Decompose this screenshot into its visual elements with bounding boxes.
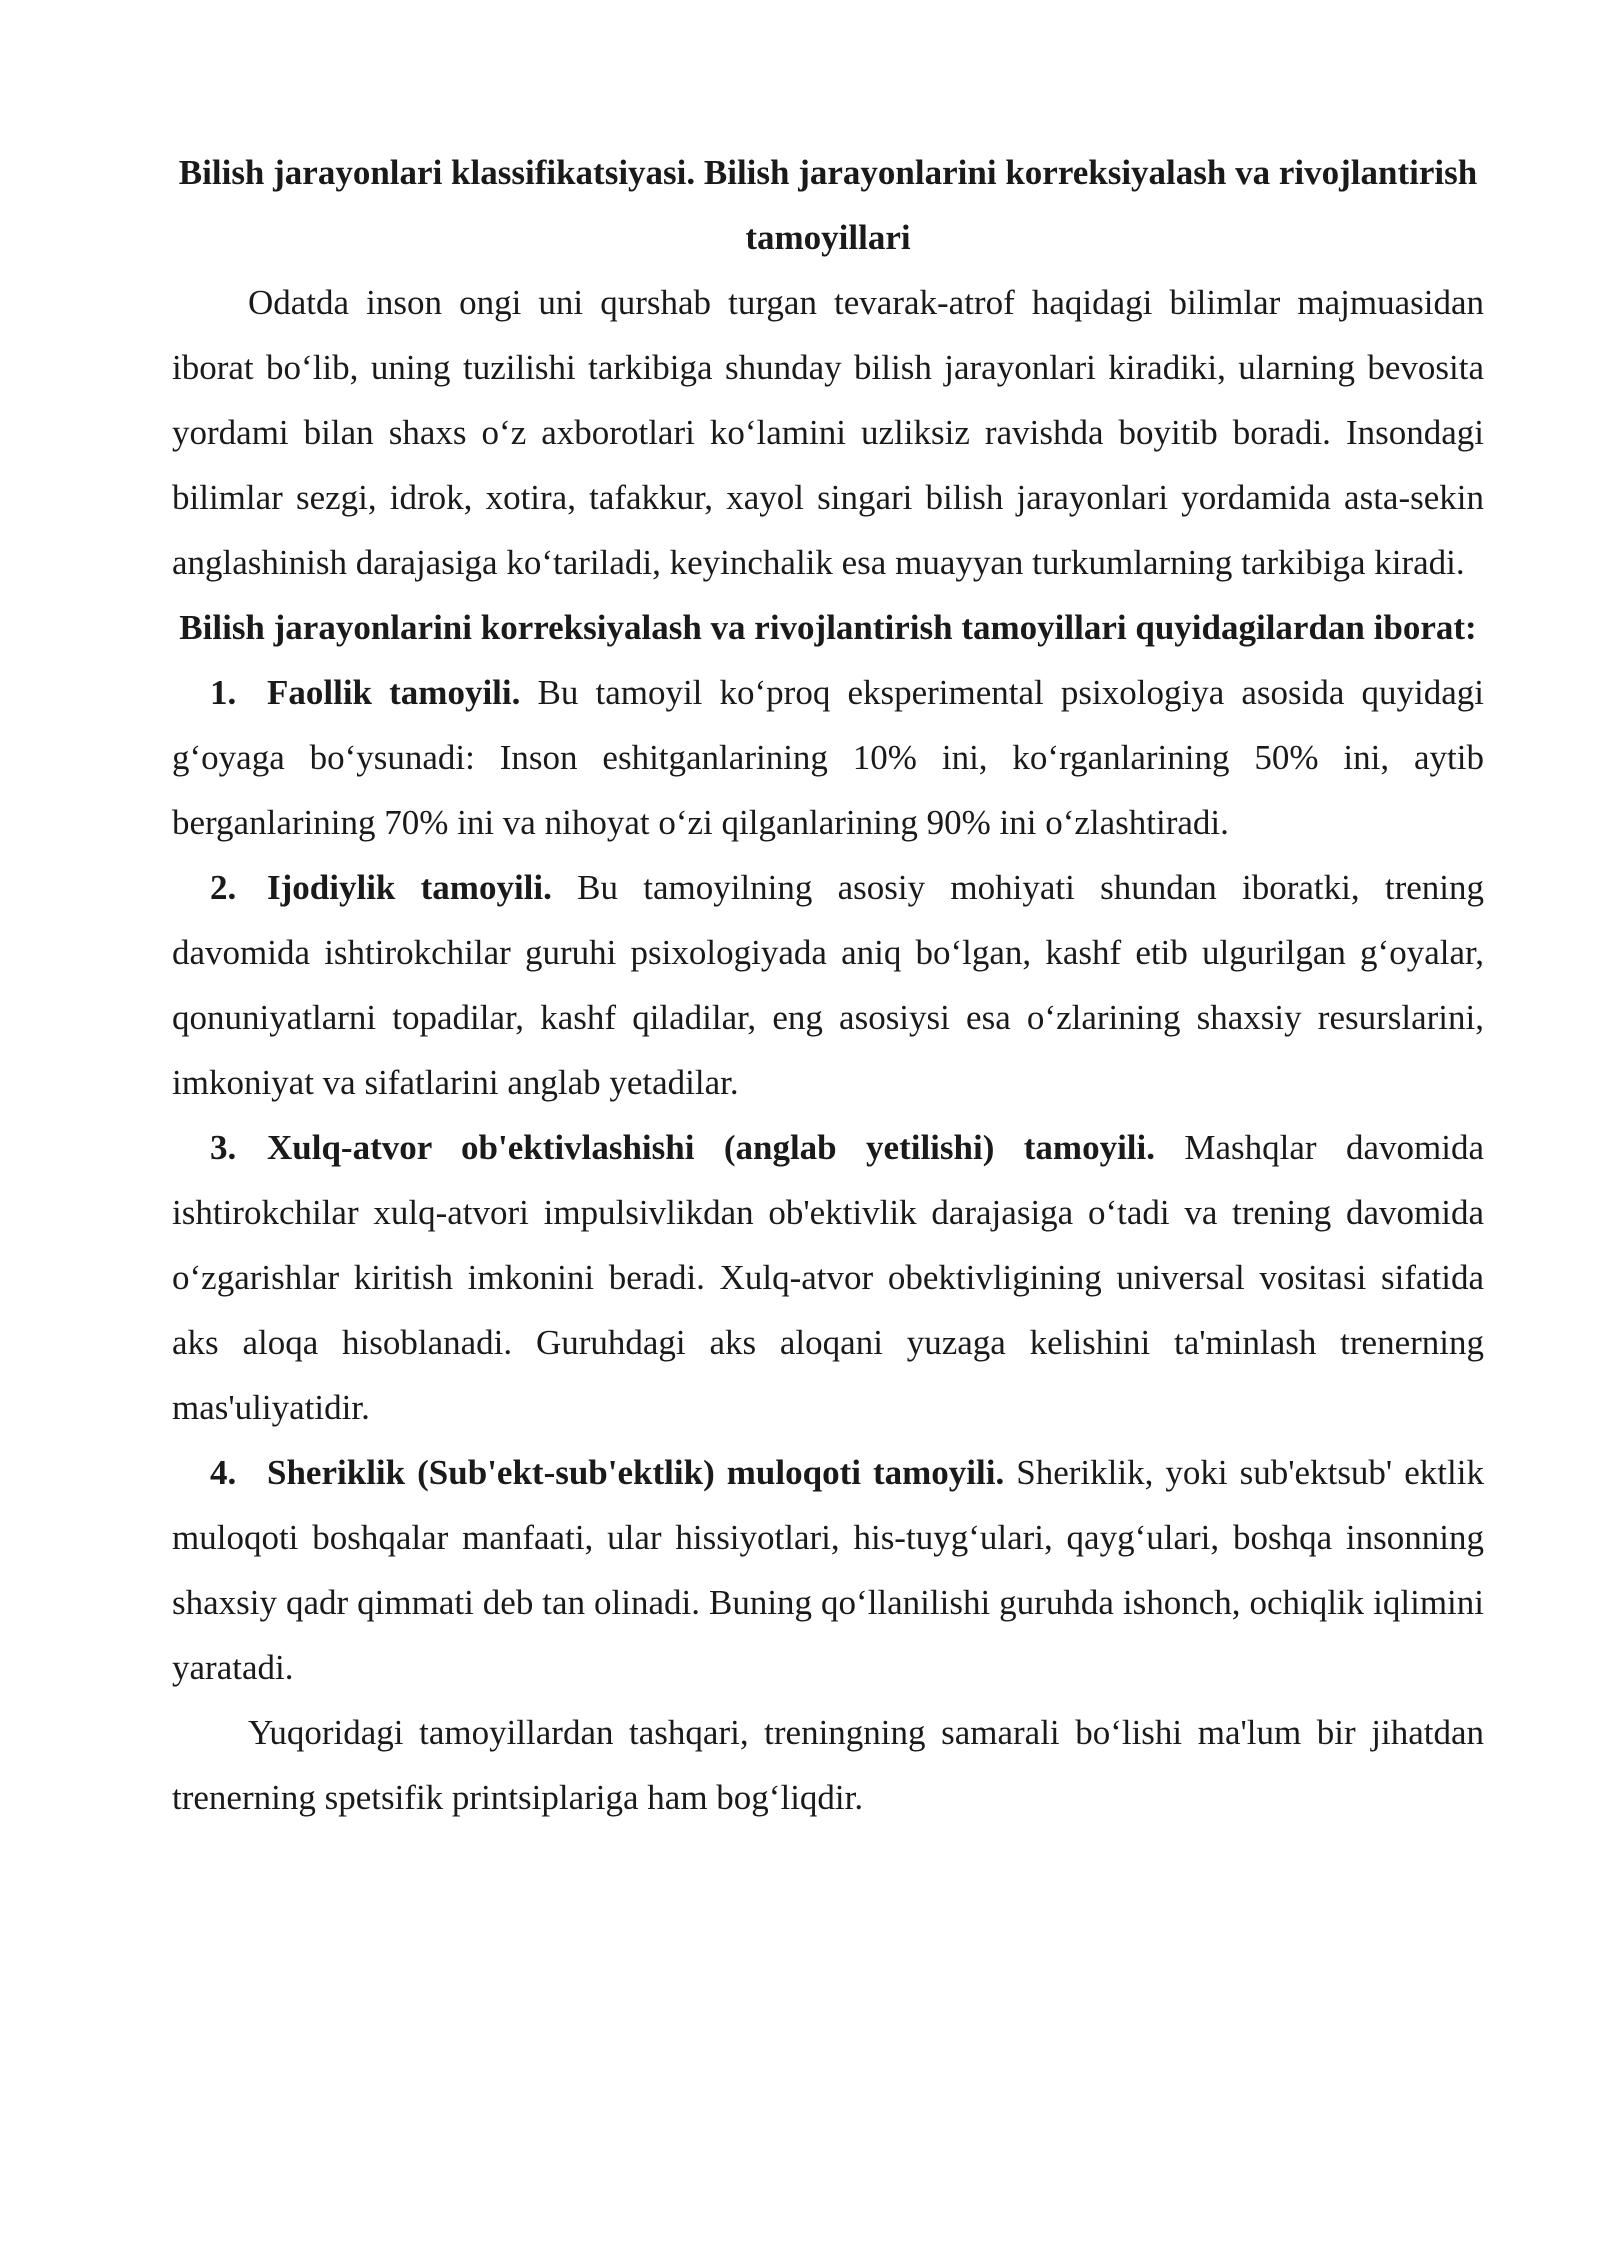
list-item-number: 4. bbox=[210, 1453, 237, 1492]
principle-text: Bu tamoyil ko‘proq eksperimental psixologiya asosida quyidagi g‘oyaga bo‘ysunadi: Inson eshitganlarining 10% ini, ko‘rganlarining 50% ini, aytib berganlarining 70% ini va nihoyat o‘zi qilganlarining 90% ini o‘zlashtiradi. bbox=[172, 673, 1484, 842]
list-item bbox=[172, 660, 1484, 855]
principle-term: Faollik tamoyili. bbox=[267, 673, 521, 712]
principles-list bbox=[172, 660, 1484, 1700]
principle-term: Xulq-atvor ob'ektivlashishi (anglab yetilishi) tamoyili. bbox=[267, 1128, 1155, 1167]
document-page bbox=[172, 140, 1484, 1830]
document-title: Bilish jarayonlari klassifikatsiyasi. Bilish jarayonlarini korreksiyalash va rivojlantirish tamoyillari bbox=[178, 153, 1478, 257]
principles-subheading: Bilish jarayonlarini korreksiyalash va rivojlantirish tamoyillari quyidagilardan iborat: bbox=[179, 608, 1477, 647]
principle-term: Sheriklik (Sub'ekt-sub'ektlik) muloqoti tamoyili. bbox=[267, 1453, 1005, 1492]
principle-term: Ijodiylik tamoyili. bbox=[267, 868, 552, 907]
closing-paragraph: Yuqoridagi tamoyillardan tashqari, treningning samarali bo‘lishi ma'lum bir jihatdan trenerning spetsifik printsiplariga ham bog‘liqdir. bbox=[172, 1713, 1484, 1817]
intro-paragraph: Odatda inson ongi uni qurshab turgan tevarak-atrof haqidagi bilimlar majmuasidan iborat bo‘lib, uning tuzilishi tarkibiga shunday bilish jarayonlari kiradiki, ularning bevosita yordami bilan shaxs o‘z axborotlari ko‘lamini uzliksiz ravishda boyitib boradi. Insondagi bilimlar sezgi, idrok, xotira, tafakkur, xayol singari bilish jarayonlari yordamida asta-sekin anglashinish darajasiga ko‘tariladi, keyinchalik esa muayyan turkumlarning tarkibiga kiradi. bbox=[172, 283, 1484, 582]
list-item bbox=[172, 1115, 1484, 1440]
principle-text: Bu tamoyilning asosiy mohiyati shundan iboratki, trening davomida ishtirokchilar guruhi psixologiyada aniq bo‘lgan, kashf etib ulgurilgan g‘oyalar, qonuniyatlarni topadilar, kashf qiladilar, eng asosiysi esa o‘zlarining shaxsiy resurslarini, imkoniyat va sifatlarini anglab yetadilar. bbox=[172, 868, 1484, 1102]
list-item-number: 3. bbox=[210, 1128, 237, 1167]
principle-text: Sheriklik, yoki sub'ektsub' ektlik muloqoti boshqalar manfaati, ular hissiyotlari, his-tuyg‘ulari, qayg‘ulari, boshqa insonning shaxsiy qadr qimmati deb tan olinadi. Buning qo‘llanilishi guruhda ishonch, ochiqlik iqlimini yaratadi. bbox=[172, 1453, 1484, 1687]
list-item bbox=[172, 1440, 1484, 1700]
principle-text: Mashqlar davomida ishtirokchilar xulq-atvori impulsivlikdan ob'ektivlik darajasiga o‘tadi va trening davomida o‘zgarishlar kiritish imkonini beradi. Xulq-atvor obektivligining universal vositasi sifatida aks aloqa hisoblanadi. Guruhdagi aks aloqani yuzaga kelishini ta'minlash trenerning mas'uliyatidir. bbox=[172, 1128, 1484, 1427]
list-item-number: 2. bbox=[210, 868, 237, 907]
list-item-number: 1. bbox=[210, 673, 237, 712]
list-item bbox=[172, 855, 1484, 1115]
